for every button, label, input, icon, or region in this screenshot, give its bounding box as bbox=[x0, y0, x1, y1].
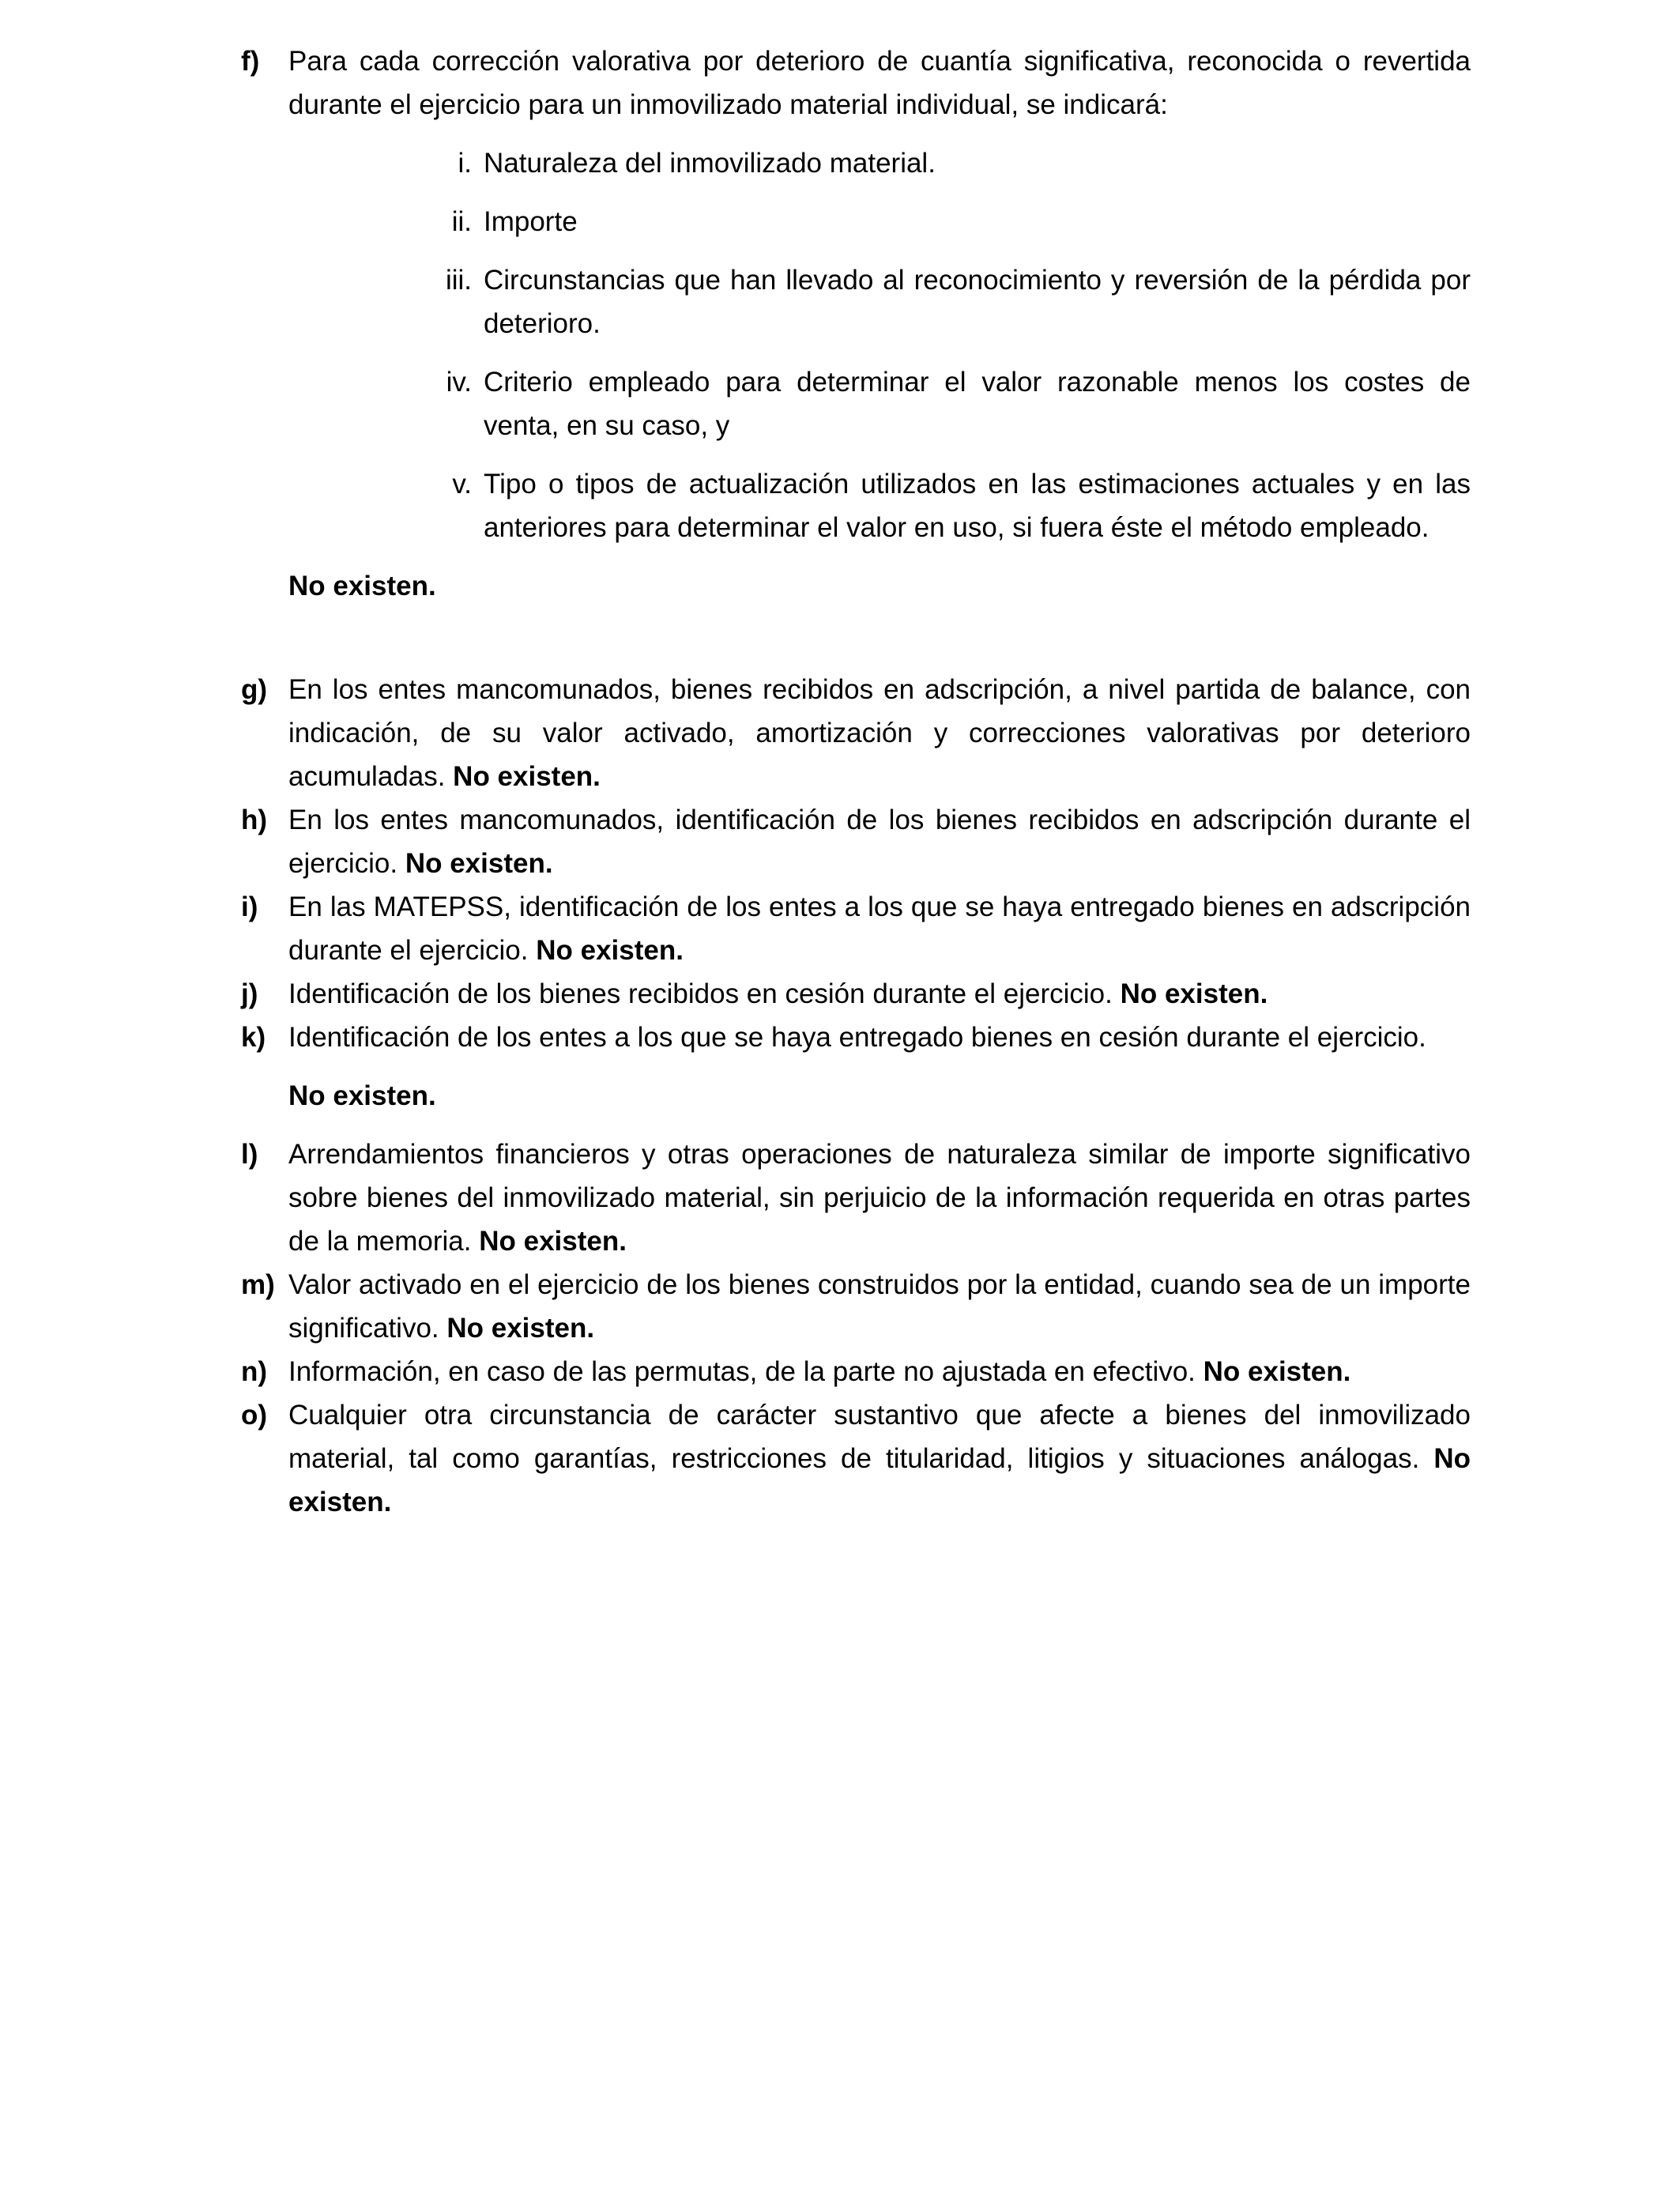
item-m-answer: No existen. bbox=[446, 1313, 595, 1344]
item-k-text: Identificación de los entes a los que se haya entregado bienes en cesión durante el ejercicio. bbox=[288, 1022, 1426, 1053]
item-marker-h: h) bbox=[241, 805, 268, 835]
subitem-ii-numeral: ii. bbox=[451, 206, 472, 237]
item-marker-l: l) bbox=[241, 1139, 258, 1170]
list-item-f bbox=[241, 40, 1471, 126]
subitem-v-numeral: v. bbox=[452, 469, 472, 499]
subitem-i-numeral: i. bbox=[458, 148, 472, 179]
subitem-iv-numeral: iv. bbox=[446, 367, 472, 398]
item-g-answer: No existen. bbox=[453, 761, 601, 792]
list-item-j bbox=[241, 972, 1471, 1016]
subitem-iv-text: Criterio empleado para determinar el valor razonable menos los costes de venta, en su caso, y bbox=[484, 367, 1471, 441]
subitem-iv bbox=[446, 360, 1471, 447]
subitem-i-text: Naturaleza del inmovilizado material. bbox=[484, 148, 936, 179]
subitem-ii-text: Importe bbox=[484, 206, 578, 237]
item-k-answer: No existen. bbox=[288, 1080, 436, 1111]
section-spacer bbox=[241, 608, 1471, 668]
document-body bbox=[241, 40, 1471, 1524]
list-item-g bbox=[241, 668, 1471, 798]
item-o-answer: No existen. bbox=[288, 1443, 1471, 1517]
list-item-l bbox=[241, 1133, 1471, 1263]
item-i-answer: No existen. bbox=[536, 935, 684, 966]
item-marker-n: n) bbox=[241, 1356, 268, 1387]
item-g-text: En los entes mancomunados, bienes recibidos en adscripción, a nivel partida de balance, con indicación, de su valor activado, amortización y correcciones valorativas por deterioro acumuladas. bbox=[288, 674, 1471, 792]
subitem-v-text: Tipo o tipos de actualización utilizados en las estimaciones actuales y en las anteriores para determinar el valor en uso, si fuera éste el método empleado. bbox=[484, 469, 1471, 543]
item-marker-o: o) bbox=[241, 1400, 268, 1431]
item-l-answer: No existen. bbox=[479, 1226, 627, 1257]
item-i-text: En las MATEPSS, identificación de los entes a los que se haya entregado bienes en adscripción durante el ejercicio. bbox=[288, 892, 1471, 966]
item-j-answer: No existen. bbox=[1120, 978, 1268, 1009]
item-marker-g: g) bbox=[241, 674, 268, 705]
item-o-text: Cualquier otra circunstancia de carácter sustantivo que afecte a bienes del inmovilizado material, tal como garantías, restricciones de titularidad, litigios y situaciones análogas. bbox=[288, 1400, 1471, 1474]
subitem-ii bbox=[451, 200, 1471, 243]
item-h-text: En los entes mancomunados, identificación de los bienes recibidos en adscripción durante el ejercicio. bbox=[288, 805, 1471, 879]
item-marker-i: i) bbox=[241, 892, 258, 922]
sublist-f bbox=[445, 141, 1471, 549]
subitem-iii bbox=[445, 258, 1471, 345]
item-f-intro: Para cada corrección valorativa por deterioro de cuantía significativa, reconocida o revertida durante el ejercicio para un inmovilizado material individual, se indicará: bbox=[288, 46, 1471, 120]
item-marker-m: m) bbox=[241, 1269, 275, 1300]
list-item-o bbox=[241, 1393, 1471, 1524]
item-h-answer: No existen. bbox=[405, 848, 553, 879]
item-n-answer: No existen. bbox=[1203, 1356, 1351, 1387]
list-item-n bbox=[241, 1350, 1471, 1393]
subitem-iii-numeral: iii. bbox=[445, 265, 472, 296]
item-l-text: Arrendamientos financieros y otras operaciones de naturaleza similar de importe significativo sobre bienes del inmovilizado material, sin perjuicio de la información requerida en otras partes de la memoria. bbox=[288, 1139, 1471, 1257]
list-item-m bbox=[241, 1263, 1471, 1350]
list-item-h bbox=[241, 798, 1471, 885]
item-f-answer: No existen. bbox=[288, 571, 436, 601]
list-item-i bbox=[241, 885, 1471, 972]
item-j-text: Identificación de los bienes recibidos en cesión durante el ejercicio. bbox=[288, 978, 1121, 1009]
list-item-k bbox=[241, 1016, 1471, 1059]
subitem-i bbox=[458, 141, 1471, 185]
subitem-iii-text: Circunstancias que han llevado al reconocimiento y reversión de la pérdida por deterioro. bbox=[484, 265, 1471, 339]
item-marker-f: f) bbox=[241, 46, 260, 77]
item-marker-k: k) bbox=[241, 1022, 266, 1053]
item-marker-j: j) bbox=[241, 978, 258, 1009]
subitem-v bbox=[452, 462, 1471, 549]
item-m-text: Valor activado en el ejercicio de los bienes construidos por la entidad, cuando sea de un importe significativo. bbox=[288, 1269, 1471, 1344]
item-n-text: Información, en caso de las permutas, de la parte no ajustada en efectivo. bbox=[288, 1356, 1203, 1387]
